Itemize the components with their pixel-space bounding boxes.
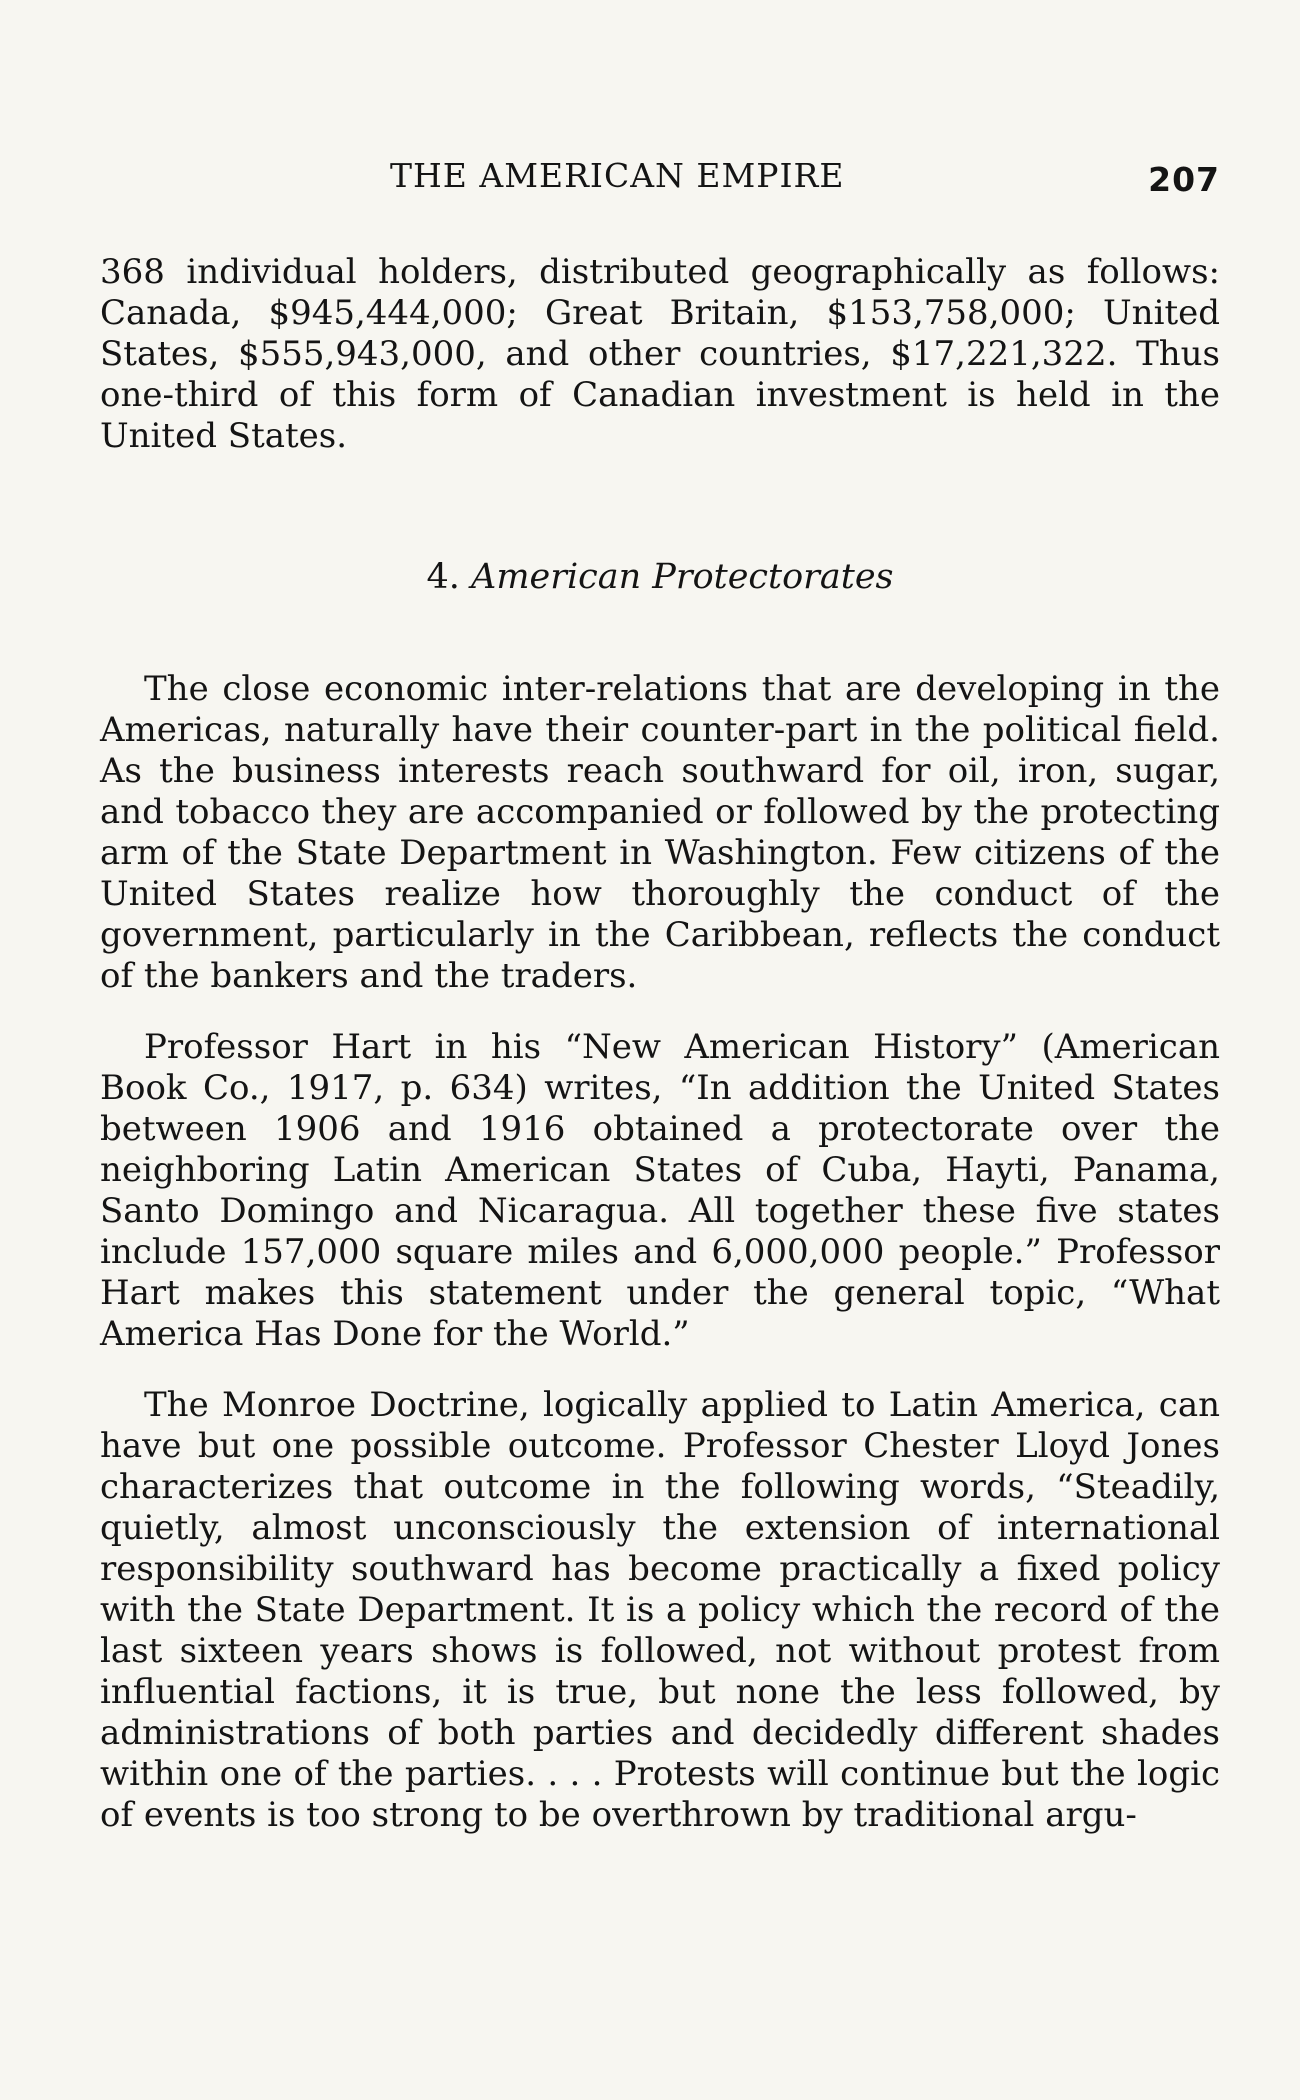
page-number: 207 — [1148, 160, 1220, 199]
running-head — [100, 150, 1220, 210]
paragraph-continuation: 368 individual holders, distributed geographically as follows: Canada, $945,444,000; Great Britain, $153,758,000; United States, $555,943,000, and other countries, $17,221,322. Thus one-third of this form of Canadian investment is held in the United States. — [100, 252, 1220, 456]
section-title: American Protectorates — [471, 557, 894, 597]
paragraph-monroe-doctrine: The Monroe Doctrine, logically applied to Latin America, can have but one possible outcome. Professor Chester Lloyd Jones characterizes that outcome in the following words, “Steadily, quietly, almost unconsciously the extension of international responsibility southward has become practically a fixed policy with the State Department. It is a policy which the record of the last sixteen years shows is followed, not without protest from influential factions, it is true, but none the less followed, by administrations of both parties and decidedly different shades within one of the parties. . . . Protests will continue but the logic of events is too strong to be overthrown by traditional argu- — [100, 1385, 1220, 1835]
running-head-title: THE AMERICAN EMPIRE — [390, 156, 845, 195]
book-page — [100, 150, 1220, 1836]
paragraph-professor-hart: Professor Hart in his “New American History” (American Book Co., 1917, p. 634) writes, “In addition the United States between 1906 and 1916 obtained a protectorate over the neighboring Latin American States of Cuba, Hayti, Panama, Santo Domingo and Nicaragua. All together these five states include 157,000 square miles and 6,000,000 people.” Professor Hart makes this statement under the general topic, “What America Has Done for the World.” — [100, 1027, 1220, 1354]
section-number: 4. — [426, 557, 460, 597]
section-heading — [100, 557, 1220, 597]
paragraph-economic-relations: The close economic inter-relations that are developing in the Americas, naturally have their counter-part in the political field. As the business interests reach southward for oil, iron, sugar, and tobacco they are accompanied or followed by the protecting arm of the State Department in Washington. Few citizens of the United States realize how thoroughly the conduct of the government, particularly in the Caribbean, reflects the conduct of the bankers and the traders. — [100, 669, 1220, 996]
